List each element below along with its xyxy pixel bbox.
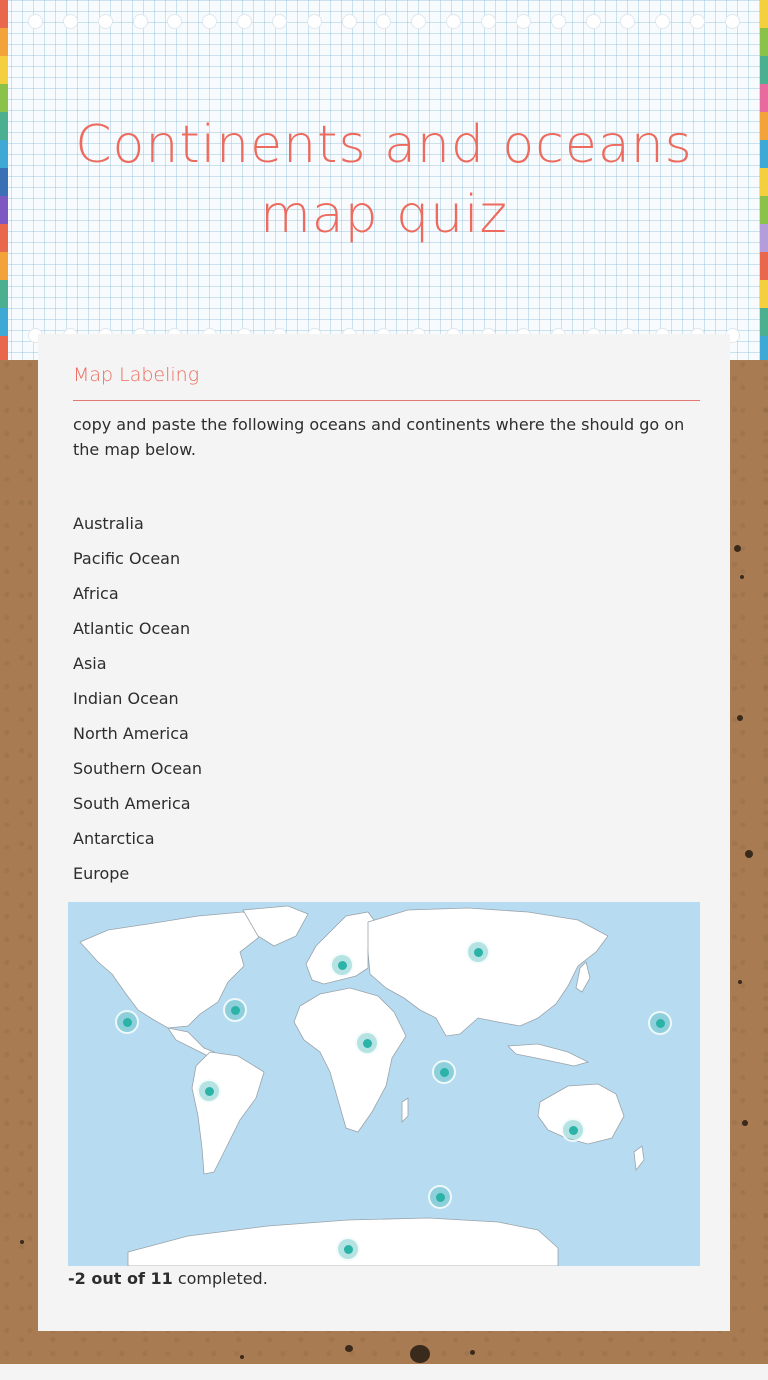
list-item: Africa [73, 584, 119, 603]
list-item: South America [73, 794, 191, 813]
hotspot-southern-ocean[interactable] [428, 1185, 452, 1209]
hotspot-australia[interactable] [561, 1118, 585, 1142]
list-item: Indian Ocean [73, 689, 179, 708]
list-item: North America [73, 724, 189, 743]
footer-strip [0, 1364, 768, 1380]
instructions-text: copy and paste the following oceans and continents where the should go on the map below. [73, 415, 685, 459]
graph-paper-header [0, 0, 768, 360]
hotspot-atlantic-ocean[interactable] [223, 998, 247, 1022]
world-map-graphic [68, 902, 700, 1266]
section-title: Map Labeling [73, 364, 200, 386]
binder-holes-top [28, 14, 740, 32]
world-map [68, 902, 700, 1266]
hotspot-europe[interactable] [330, 953, 354, 977]
page-title: Continents and oceans map quiz [75, 115, 693, 245]
section-divider [73, 400, 700, 401]
progress-count: -2 out of 11 [68, 1269, 173, 1288]
list-item: Antarctica [73, 829, 155, 848]
list-item: Pacific Ocean [73, 549, 181, 568]
list-item: Asia [73, 654, 107, 673]
progress-status [68, 1269, 268, 1288]
list-item: Atlantic Ocean [73, 619, 191, 638]
hotspot-africa[interactable] [355, 1031, 379, 1055]
right-color-stripe [760, 0, 768, 360]
left-color-stripe [0, 0, 8, 360]
progress-suffix: completed. [172, 1269, 268, 1288]
list-item: Australia [73, 514, 144, 533]
hotspot-south-america[interactable] [197, 1079, 221, 1103]
hotspot-north-america[interactable] [115, 1010, 139, 1034]
list-item: Southern Ocean [73, 759, 203, 778]
hotspot-indian-ocean[interactable] [432, 1060, 456, 1084]
hotspot-antarctica[interactable] [336, 1237, 360, 1261]
quiz-card [38, 334, 730, 1331]
hotspot-pacific-ocean[interactable] [648, 1011, 672, 1035]
label-word-list [73, 506, 202, 891]
list-item: Europe [73, 864, 130, 883]
hotspot-asia[interactable] [466, 940, 490, 964]
